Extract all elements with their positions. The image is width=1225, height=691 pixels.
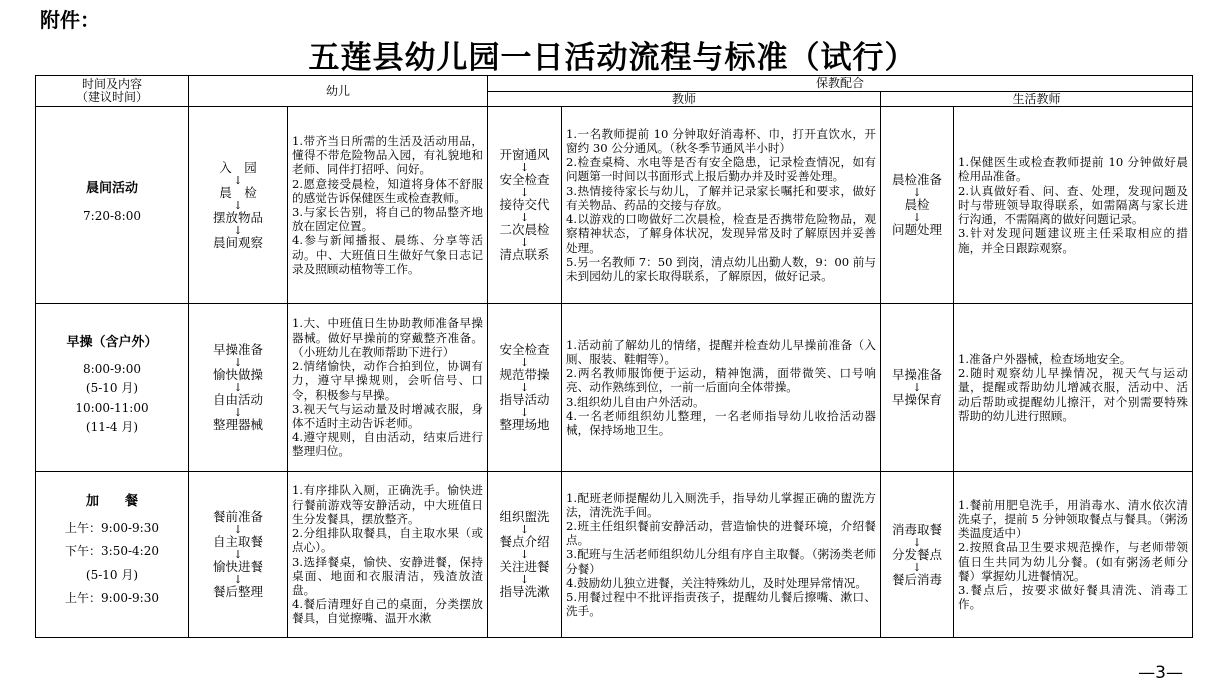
text-item: 1.配班老师提醒幼儿入厕洗手，指导幼儿掌握正确的盥洗方法，清洗洗手间。 xyxy=(566,490,877,519)
page-number: —3— xyxy=(1138,663,1183,683)
flow-arrow: ↓ xyxy=(233,356,243,369)
flow-arrow: ↓ xyxy=(519,186,530,199)
text-item: 5.用餐过程中不批评指责孩子，提醒幼儿餐后擦嘴、漱口、洗手。 xyxy=(566,590,877,619)
child-standards xyxy=(288,304,488,472)
flow-arrow: ↓ xyxy=(519,406,530,419)
text-item: 1.餐前用肥皂洗手，用消毒水、清水依次清洗桌子，提前 5 分钟领取餐点与餐具。（粥汤类温度适中） xyxy=(958,497,1189,541)
text-item: 4.以游戏的口吻做好二次晨检，检查是否携带危险物品，观察精神状态，了解身体状况，发现异常及时了解原因并妥善处理。 xyxy=(566,212,877,255)
text-item: 2.班主任组织餐前安静活动，营造愉快的进餐环境，介绍餐点。 xyxy=(566,518,877,548)
header-life-teacher: 生活教师 xyxy=(881,92,1193,107)
text-item: 4.参与新闻播报、晨练、分享等活动。中、大班值日生做好气象日志记录及照顾动植物等工作。 xyxy=(292,233,484,276)
flow-step: 餐点介绍 xyxy=(499,534,550,549)
activity-time: 上午：9:00-9:30 xyxy=(65,521,159,536)
life-teacher-standards xyxy=(954,107,1193,304)
flow-step: 问题处理 xyxy=(892,222,943,237)
activity-time: 8:00-9:00 xyxy=(83,362,141,377)
flow-step: 入 园 xyxy=(219,159,257,175)
text-item: 3.热情接待家长与幼儿，了解并记录家长嘱托和要求，做好有关物品、药品的交接与存放。 xyxy=(566,183,877,212)
text-item: 1.带齐当日所需的生活及活动用品，懂得不带危险物品入园，有礼貌地和老师、同伴打招呼、问好。 xyxy=(292,133,484,177)
child-flow xyxy=(189,107,288,304)
flow-step: 晨检准备 xyxy=(892,172,943,187)
text-item: 3.与家长告别，将自己的物品整齐地放在固定位置。 xyxy=(292,205,484,234)
life-teacher-standards xyxy=(954,304,1193,472)
teacher-standards xyxy=(562,107,881,304)
text-item: 3.选择餐桌，愉快、安静进餐，保持桌面、地面和衣服清洁，残渣放渣盘。 xyxy=(292,554,484,597)
table-row xyxy=(36,472,1193,638)
flow-arrow: ↓ xyxy=(233,573,243,586)
flow-step: 指导洗漱 xyxy=(499,584,550,599)
flow-step: 自主取餐 xyxy=(212,534,263,549)
text-item: 1.一名教师提前 10 分钟取好消毒杯、巾，打开直饮水，开窗约 30 公分通风。（秋冬季节通风半小时） xyxy=(566,126,877,156)
text-item: 2.认真做好看、问、查、处理，发现问题及时与带班领导取得联系，如需隔离与家长进行沟通，不需隔离的做好问题记录。 xyxy=(958,183,1189,227)
flow-step: 安全检查 xyxy=(499,172,550,187)
child-standards xyxy=(288,107,488,304)
flow-step: 开窗通风 xyxy=(499,147,550,162)
text-item: 3.针对发现问题建议班主任采取相应的措施，并全日跟踪观察。 xyxy=(958,226,1189,255)
teacher-flow xyxy=(488,472,562,638)
activity-name: 晨间活动 xyxy=(85,181,138,197)
flow-arrow: ↓ xyxy=(519,236,530,249)
activity-time: (5-10 月) xyxy=(85,381,139,396)
text-item: 2.愿意接受晨检，知道将身体不舒服的感觉告诉保健医生或检查教师。 xyxy=(292,176,484,205)
header-time-line2: （建议时间） xyxy=(75,90,148,104)
header-teacher: 教师 xyxy=(488,92,881,107)
flow-step: 早操保育 xyxy=(892,392,943,407)
life-teacher-standards xyxy=(954,472,1193,638)
text-item: 5.另一名教师 7：50 到岗，清点幼儿出勤人数，9：00 前与未到园幼儿的家长取得联系，了解原因，做好记录。 xyxy=(566,254,877,283)
flow-step: 愉快做操 xyxy=(212,367,263,382)
activity-name: 早操（含户外） xyxy=(66,334,158,350)
text-item: 3.视天气与运动量及时增减衣服，身体不适时主动告诉老师。 xyxy=(292,401,484,430)
flow-step: 晨检 xyxy=(904,197,930,212)
flow-arrow: ↓ xyxy=(233,198,243,212)
flow-step: 消毒取餐 xyxy=(892,521,943,537)
flow-step: 整理场地 xyxy=(499,417,550,432)
header-time-line1: 时间及内容 xyxy=(81,77,142,91)
text-item: 2.随时观察幼儿早操情况，视天气与运动量，提醒或帮助幼儿增减衣服，活动中、活动后帮助或提醒幼儿擦汗，对个别需要特殊帮助的幼儿进行照顾。 xyxy=(958,366,1189,423)
text-item: 2.情绪愉快，动作合拍到位，协调有力，遵守早操规则，会听信号、口令，积极参与早操。 xyxy=(292,359,484,402)
flow-step: 组织盥洗 xyxy=(499,509,550,524)
activity-time: (5-10 月) xyxy=(85,567,139,582)
flow-step: 整理器械 xyxy=(212,417,263,432)
table-row xyxy=(36,107,1193,304)
flow-step: 早操准备 xyxy=(892,367,943,382)
flow-arrow: ↓ xyxy=(233,223,243,237)
flow-step: 餐后整理 xyxy=(212,584,263,599)
child-standards xyxy=(288,472,488,638)
flow-step: 指导活动 xyxy=(499,392,550,407)
page-title: 五莲县幼儿园一日活动流程与标准（试行） xyxy=(308,40,917,76)
flow-arrow: ↓ xyxy=(233,173,243,187)
flow-arrow: ↓ xyxy=(519,211,530,224)
flow-step: 接待交代 xyxy=(499,197,550,212)
flow-step: 自由活动 xyxy=(212,392,263,407)
table-row xyxy=(36,304,1193,472)
flow-arrow: ↓ xyxy=(233,523,243,536)
text-item: 2.检查桌椅、水电等是否有安全隐患，记录检查情况，如有问题第一时间以书面形式上报后勤办并及时妥善处理。 xyxy=(566,155,877,184)
text-item: 2.分组排队取餐具，自主取水果（或点心）。 xyxy=(292,526,484,555)
flow-step: 规范带操 xyxy=(499,367,550,382)
flow-arrow: ↓ xyxy=(519,356,530,369)
flow-arrow: ↓ xyxy=(912,211,922,224)
flow-arrow: ↓ xyxy=(519,381,530,394)
flow-arrow: ↓ xyxy=(233,406,243,419)
text-item: 2.两名教师服饰便于运动，精神饱满，面带微笑、口号响亮、动作熟练到位，一前一后面向全体带操。 xyxy=(566,366,877,395)
activity-table xyxy=(35,75,1193,638)
flow-arrow: ↓ xyxy=(519,573,530,586)
flow-step: 餐后消毒 xyxy=(892,571,943,587)
teacher-flow xyxy=(488,107,562,304)
header-cooperation: 保教配合 xyxy=(488,76,1193,92)
text-item: 1.准备户外器械，检查场地安全。 xyxy=(958,351,1132,366)
activity-time: 上午：9:00-9:30 xyxy=(65,590,159,605)
activity-name: 加 餐 xyxy=(85,493,138,509)
text-item: 1.大、中班值日生协助教师准备早操器械。做好早操前的穿戴整齐准备。（小班幼儿在教师帮助下进行） xyxy=(292,316,484,359)
flow-step: 愉快进餐 xyxy=(212,559,263,574)
teacher-flow xyxy=(488,304,562,472)
flow-step: 清点联系 xyxy=(499,247,550,262)
flow-arrow: ↓ xyxy=(912,560,922,574)
flow-step: 分发餐点 xyxy=(892,546,943,562)
flow-step: 二次晨检 xyxy=(499,222,550,237)
flow-arrow: ↓ xyxy=(912,535,922,549)
child-flow xyxy=(189,304,288,472)
time-cell xyxy=(36,472,189,638)
flow-step: 关注进餐 xyxy=(499,559,550,574)
flow-step: 晨间观察 xyxy=(212,234,263,250)
teacher-standards xyxy=(562,304,881,472)
text-item: 1.活动前了解幼儿的情绪，提醒并检查幼儿早操前准备（入厕、服装、鞋帽等）。 xyxy=(566,337,877,366)
text-item: 4.鼓励幼儿独立进餐，关注特殊幼儿，及时处理异常情况。 xyxy=(566,575,867,590)
flow-arrow: ↓ xyxy=(233,548,243,561)
header-child: 幼儿 xyxy=(189,76,488,107)
life-teacher-flow xyxy=(881,107,954,304)
text-item: 4.一名老师组织幼儿整理，一名老师指导幼儿收拾活动器械，保持场地卫生。 xyxy=(566,408,877,437)
flow-arrow: ↓ xyxy=(912,381,922,394)
text-item: 1.保健医生或检查教师提前 10 分钟做好晨检用品准备。 xyxy=(958,155,1189,184)
text-item: 3.餐点后，按要求做好餐具清洗、消毒工作。 xyxy=(958,582,1189,612)
text-item: 1.有序排队入厕，正确洗手。愉快进行餐前游戏等安静活动，中大班值日生分发餐具，摆放整齐。 xyxy=(292,483,484,526)
text-item: 2.按照食品卫生要求规范操作，与老师带领值日生共同为幼儿分餐。(如有粥汤老师分餐）掌握幼儿进餐情况。 xyxy=(958,540,1189,583)
activity-time: 下午：3:50-4:20 xyxy=(65,544,159,559)
flow-arrow: ↓ xyxy=(519,548,530,561)
activity-time: (11-4 月) xyxy=(85,419,139,434)
text-item: 3.组织幼儿自由户外活动。 xyxy=(566,394,705,409)
flow-step: 餐前准备 xyxy=(212,509,263,524)
flow-arrow: ↓ xyxy=(233,381,243,394)
text-item: 3.配班与生活老师组织幼儿分组有序自主取餐。（粥汤类老师分餐） xyxy=(566,547,877,576)
flow-arrow: ↓ xyxy=(519,523,530,536)
flow-arrow: ↓ xyxy=(912,186,922,199)
flow-step: 早操准备 xyxy=(212,342,263,357)
activity-time: 10:00-11:00 xyxy=(75,400,149,415)
activity-time: 7:20-8:00 xyxy=(83,208,141,223)
teacher-standards xyxy=(562,472,881,638)
life-teacher-flow xyxy=(881,304,954,472)
flow-step: 安全检查 xyxy=(499,342,550,357)
attachment-label: 附件： xyxy=(40,8,100,32)
text-item: 4.遵守规则，自由活动，结束后进行整理归位。 xyxy=(292,430,484,459)
text-item: 4.餐后清理好自己的桌面，分类摆放餐具，自觉擦嘴、温开水漱 xyxy=(292,597,484,626)
flow-arrow: ↓ xyxy=(519,161,530,174)
time-cell xyxy=(36,107,189,304)
header-time xyxy=(36,76,189,107)
child-flow xyxy=(189,472,288,638)
life-teacher-flow xyxy=(881,472,954,638)
flow-step: 摆放物品 xyxy=(212,209,263,225)
time-cell xyxy=(36,304,189,472)
flow-step: 晨 检 xyxy=(219,184,257,200)
